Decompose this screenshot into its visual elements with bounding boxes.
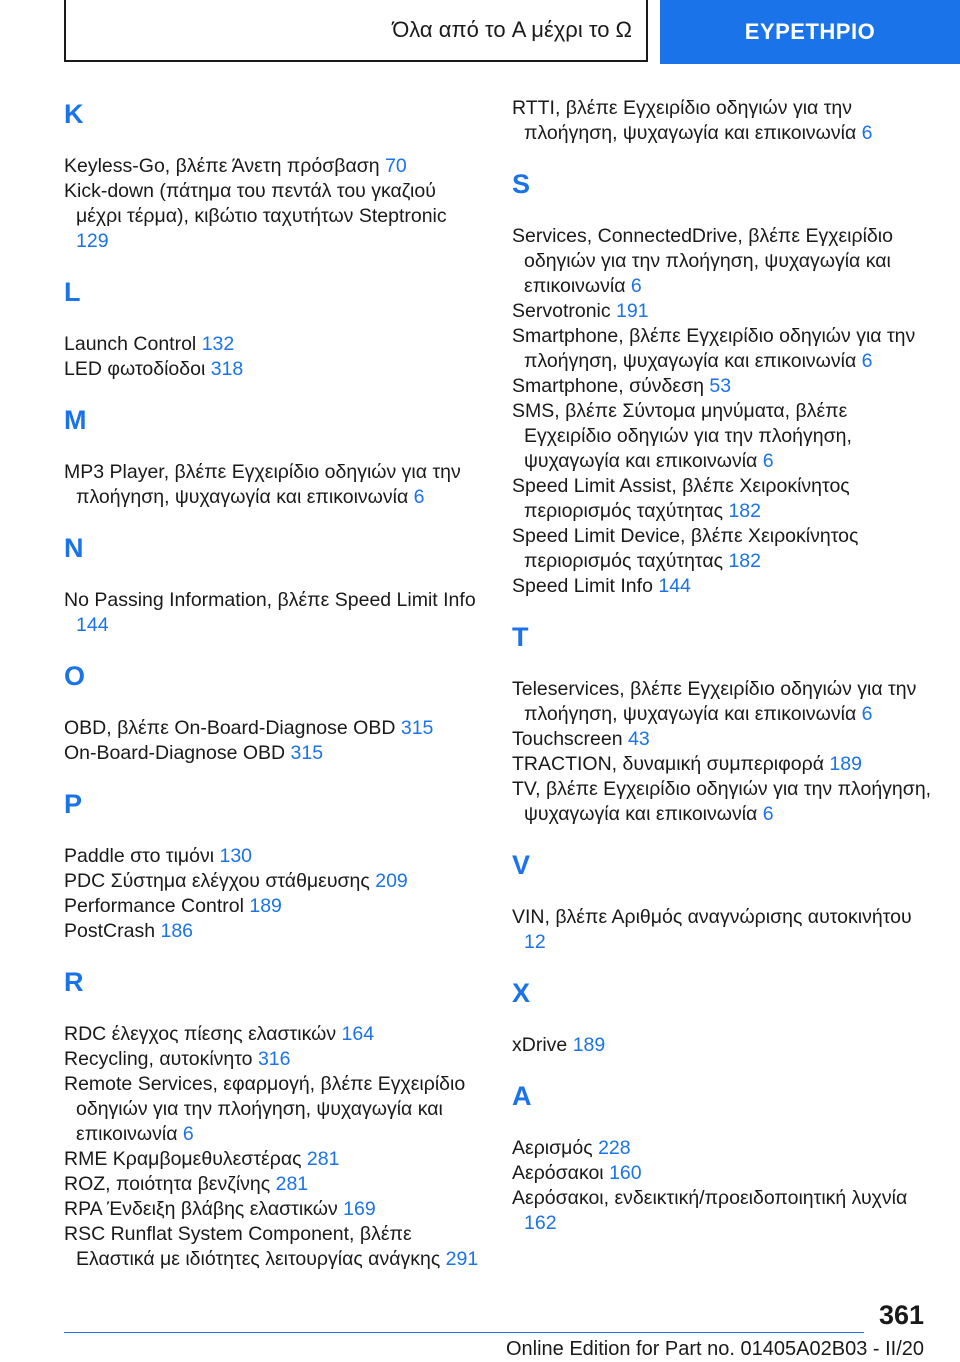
index-entry-text: TRACTION, δυναμική συμπεριφορά	[512, 753, 824, 775]
index-entry-page-link[interactable]: 6	[630, 275, 642, 297]
index-entry	[64, 844, 484, 869]
page-header	[0, 0, 960, 66]
index-entry-text: RDC έλεγχος πίεσης ελαστικών	[64, 1023, 337, 1045]
page-number: 361	[878, 1300, 924, 1330]
index-entry-text: Remote Services, εφαρμογή, βλέπε Εγχειρίδιο οδηγιών για την πλοήγηση, ψυχαγωγία και επικοινωνία	[64, 1073, 466, 1145]
index-letter-heading: Α	[512, 1081, 532, 1111]
index-entry	[64, 1047, 484, 1072]
index-column-right	[512, 96, 932, 1236]
index-entry-text: OBD, βλέπε On-Board-Diagnose OBD	[64, 717, 396, 739]
index-entry-text: Speed Limit Assist, βλέπε Χειροκίνητος περιορισμός ταχύτητας	[512, 475, 850, 522]
index-entry	[512, 574, 932, 599]
index-letter-heading: S	[512, 169, 531, 199]
index-entry-page-link[interactable]: 182	[728, 500, 761, 522]
index-entry	[64, 1147, 484, 1172]
index-entry	[512, 524, 932, 574]
index-letter-heading: M	[64, 405, 87, 435]
index-entry-text: Kick-down (πάτημα του πεντάλ του γκαζιού μέχρι τέρμα), κιβώτιο ταχυτήτων Steptronic	[64, 180, 447, 227]
footer-divider	[64, 1332, 864, 1333]
index-entry	[512, 324, 932, 374]
index-entry	[512, 727, 932, 752]
index-entry-text: Services, ConnectedDrive, βλέπε Εγχειρίδιο οδηγιών για την πλοήγηση, ψυχαγωγία και επικοινωνία	[512, 225, 893, 297]
index-entry	[64, 1197, 484, 1222]
index-entry-page-link[interactable]: 209	[375, 870, 408, 892]
index-entry	[512, 224, 932, 299]
index-entry-page-link[interactable]: 70	[385, 155, 407, 177]
index-entry-page-link[interactable]: 315	[400, 717, 434, 739]
index-entry-text: No Passing Information, βλέπε Speed Limit Info	[64, 589, 476, 611]
index-letter-heading: N	[64, 533, 84, 563]
index-entry-page-link[interactable]: 189	[249, 895, 282, 917]
index-entry-page-link[interactable]: 281	[275, 1173, 309, 1195]
index-entry-text: LED φωτοδίοδοι	[64, 358, 206, 380]
index-entry-page-link[interactable]: 144	[76, 614, 109, 636]
index-entry-text: Αερισμός	[512, 1137, 593, 1159]
index-entry-page-link[interactable]: 182	[728, 550, 761, 572]
index-letter-heading: T	[512, 622, 529, 652]
index-letter-heading: V	[512, 850, 531, 880]
index-entry-page-link[interactable]: 129	[76, 230, 109, 252]
index-entry-page-link[interactable]: 164	[341, 1023, 375, 1045]
index-entry	[64, 919, 484, 944]
index-letter-heading: P	[64, 789, 83, 819]
index-entry-text: RTTI, βλέπε Εγχειρίδιο οδηγιών για την πλοήγηση, ψυχαγωγία και επικοινωνία	[512, 97, 857, 144]
index-entry-text: Keyless-Go, βλέπε Άνετη πρόσβαση	[64, 155, 380, 177]
index-entry-page-link[interactable]: 162	[524, 1212, 557, 1234]
footer-edition: Online Edition for Part no. 01405A02B03 - II/20	[505, 1338, 924, 1360]
index-entry-page-link[interactable]: 43	[628, 728, 650, 750]
index-entry-page-link[interactable]: 6	[861, 703, 873, 725]
index-entry-text: On-Board-Diagnose OBD	[64, 742, 286, 764]
index-entry-text: RME Κραμβομεθυλεστέρας	[64, 1148, 302, 1170]
index-entry	[512, 677, 932, 727]
index-entry-text: Αερόσακοι, ενδεικτική/προειδοποιητική λυχνία	[512, 1187, 908, 1209]
index-entry-page-link[interactable]: 6	[413, 486, 425, 508]
index-entry-page-link[interactable]: 169	[343, 1198, 376, 1220]
index-entry-text: Speed Limit Info	[512, 575, 653, 597]
index-entry	[64, 1172, 484, 1197]
index-entry-text: xDrive	[512, 1034, 568, 1056]
index-entry-page-link[interactable]: 318	[210, 358, 244, 380]
index-entry-text: RPA Ένδειξη βλάβης ελαστικών	[64, 1198, 338, 1220]
index-letter-heading: X	[512, 978, 531, 1008]
tab-index-label: ΕΥΡΕΤΗΡΙΟ	[744, 19, 876, 44]
index-entry-page-link[interactable]: 316	[257, 1048, 291, 1070]
index-entry	[64, 1072, 484, 1147]
index-entry-page-link[interactable]: 6	[861, 122, 873, 144]
index-entry-text: Smartphone, βλέπε Εγχειρίδιο οδηγιών για την πλοήγηση, ψυχαγωγία και επικοινωνία	[512, 325, 916, 372]
index-entry	[64, 741, 484, 766]
index-entry-page-link[interactable]: 315	[290, 742, 324, 764]
index-entry	[64, 894, 484, 919]
index-entry	[64, 1222, 484, 1272]
index-letter-heading: R	[64, 967, 84, 997]
index-entry	[512, 752, 932, 777]
index-entry-page-link[interactable]: 130	[219, 845, 253, 867]
index-entry-page-link[interactable]: 6	[762, 450, 774, 472]
index-entry-text: Speed Limit Device, βλέπε Χειροκίνητος περιορισμός ταχύτητας	[512, 525, 859, 572]
index-entry-text: Paddle στο τιμόνι	[64, 845, 215, 867]
index-entry	[64, 588, 484, 638]
index-entry	[64, 332, 484, 357]
index-entry	[512, 1033, 932, 1058]
index-letter-heading: O	[64, 661, 86, 691]
index-entry	[512, 96, 932, 146]
index-entry	[512, 474, 932, 524]
tab-a-to-z[interactable]	[64, 0, 648, 62]
index-entry-text: Servotronic	[512, 300, 611, 322]
index-entry-page-link[interactable]: 6	[182, 1123, 194, 1145]
index-entry	[512, 1186, 932, 1236]
index-entry	[512, 777, 932, 827]
index-entry-text: Touchscreen	[512, 728, 623, 750]
index-entry-text: RSC Runflat System Component, βλέπε Ελαστικά με ιδιότητες λειτουργίας ανάγκης	[64, 1223, 441, 1270]
index-entry-text: PDC Σύστημα ελέγχου στάθμευσης	[64, 870, 370, 892]
index-entry-text: Smartphone, σύνδεση	[512, 375, 704, 397]
index-entry-page-link[interactable]: 132	[201, 333, 235, 355]
index-entry-page-link[interactable]: 281	[306, 1148, 340, 1170]
index-entry-text: Launch Control	[64, 333, 197, 355]
index-entry	[64, 869, 484, 894]
index-entry-text: VIN, βλέπε Αριθμός αναγνώρισης αυτοκινήτου	[512, 906, 912, 928]
index-entry-page-link[interactable]: 189	[829, 753, 862, 775]
index-entry	[512, 374, 932, 399]
index-entry-page-link[interactable]: 160	[609, 1162, 642, 1184]
index-entry-page-link[interactable]: 191	[616, 300, 649, 322]
index-entry-page-link[interactable]: 53	[709, 375, 732, 397]
index-entry-page-link[interactable]: 186	[160, 920, 194, 942]
index-letter-heading: K	[64, 99, 84, 129]
index-entry-text: MP3 Player, βλέπε Εγχειρίδιο οδηγιών για την πλοήγηση, ψυχαγωγία και επικοινωνία	[64, 461, 461, 508]
index-entry-text: Performance Control	[64, 895, 244, 917]
index-entry	[64, 179, 484, 254]
index-entry	[64, 460, 484, 510]
index-entry-text: Teleservices, βλέπε Εγχειρίδιο οδηγιών για την πλοήγηση, ψυχαγωγία και επικοινωνία	[512, 678, 917, 725]
index-entry-text: Recycling, αυτοκίνητο	[64, 1048, 253, 1070]
index-entry-page-link[interactable]: 189	[572, 1034, 606, 1056]
index-entry	[512, 905, 932, 955]
index-entry	[64, 716, 484, 741]
index-column-left	[64, 96, 484, 1272]
index-entry	[512, 299, 932, 324]
index-entry	[64, 357, 484, 382]
index-letter-heading: L	[64, 277, 81, 307]
index-entry-page-link[interactable]: 6	[861, 350, 873, 372]
index-entry-page-link[interactable]: 228	[598, 1137, 631, 1159]
index-entry	[512, 399, 932, 474]
index-entry-page-link[interactable]: 12	[524, 931, 546, 953]
index-entry-text: SMS, βλέπε Σύντομα μηνύματα, βλέπε Εγχειρίδιο οδηγιών για την πλοήγηση, ψυχαγωγία και επικοινωνία	[512, 400, 852, 472]
index-entry	[64, 1022, 484, 1047]
index-entry-page-link[interactable]: 291	[445, 1248, 479, 1270]
index-entry-text: ROZ, ποιότητα βενζίνης	[64, 1173, 271, 1195]
tab-index[interactable]	[660, 0, 960, 64]
index-entry-text: PostCrash	[64, 920, 156, 942]
index-entry	[512, 1161, 932, 1186]
index-entry-page-link[interactable]: 144	[658, 575, 691, 597]
index-entry	[512, 1136, 932, 1161]
index-entry-text: Αερόσακοι	[512, 1162, 604, 1184]
index-entry	[64, 154, 484, 179]
index-entry-page-link[interactable]: 6	[762, 803, 774, 825]
tab-a-to-z-label: Όλα από το A μέχρι το Ω	[392, 17, 632, 42]
index-entry-text: TV, βλέπε Εγχειρίδιο οδηγιών για την πλοήγηση, ψυχαγωγία και επικοινωνία	[512, 778, 932, 825]
